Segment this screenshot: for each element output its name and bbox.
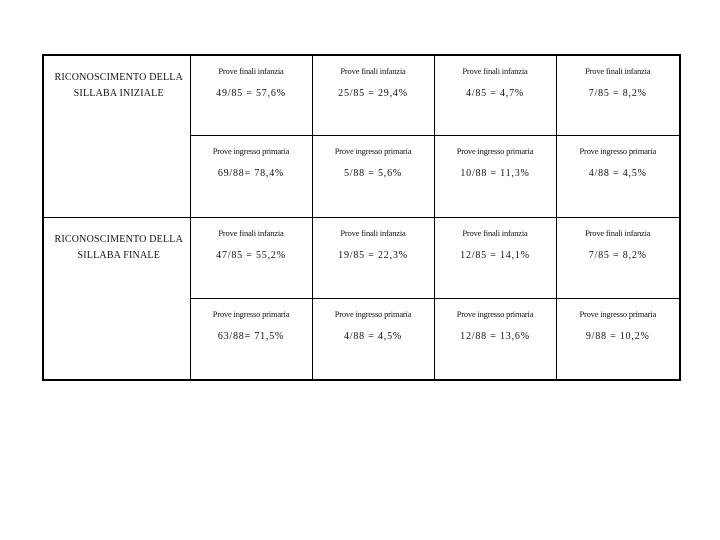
result-cell [312, 135, 434, 217]
result-cell [190, 135, 312, 217]
table-row [43, 217, 680, 298]
row-label-line: SILLABA FINALE [77, 249, 161, 261]
row-label-sillaba-iniziale [43, 55, 190, 217]
result-cell [556, 298, 680, 380]
test-title: Prove ingresso primaria [212, 308, 290, 319]
row-label-line: RICONOSCIMENTO DELLA [54, 72, 184, 83]
test-title: Prove finali infanzia [462, 227, 528, 238]
test-value: 12/85 = 14,1% [460, 249, 530, 261]
test-value: 69/88= 78,4% [217, 167, 285, 179]
result-cell [190, 217, 312, 298]
test-value: 4/88 = 4,5% [343, 330, 403, 342]
test-value: 5/88 = 5,6% [343, 167, 403, 179]
test-title: Prove ingresso primaria [334, 308, 412, 319]
test-title: Prove ingresso primaria [579, 145, 657, 156]
test-value: 49/85 = 57,6% [216, 88, 286, 99]
test-value: 12/88 = 13,6% [460, 330, 530, 342]
row-label-line: RICONOSCIMENTO DELLA [54, 233, 184, 245]
test-title: Prove finali infanzia [462, 66, 528, 76]
test-title: Prove ingresso primaria [579, 308, 657, 319]
test-value: 47/85 = 55,2% [216, 249, 286, 261]
test-value: 25/85 = 29,4% [338, 88, 408, 99]
test-value: 63/88= 71,5% [217, 330, 285, 342]
test-title: Prove ingresso primaria [212, 145, 290, 156]
result-cell [434, 217, 556, 298]
test-title: Prove ingresso primaria [456, 308, 534, 319]
result-cell [312, 298, 434, 380]
result-cell [312, 55, 434, 135]
result-cell [556, 55, 680, 135]
test-title: Prove finali infanzia [585, 227, 651, 238]
test-value: 4/88 = 4,5% [588, 167, 647, 179]
test-title: Prove ingresso primaria [456, 145, 534, 156]
table-row [43, 55, 680, 135]
result-cell [190, 298, 312, 380]
result-cell [190, 55, 312, 135]
test-title: Prove ingresso primaria [334, 145, 412, 156]
result-cell [312, 217, 434, 298]
test-value: 19/85 = 22,3% [338, 249, 408, 261]
result-cell [434, 298, 556, 380]
test-title: Prove finali infanzia [218, 66, 284, 76]
results-table [42, 54, 681, 381]
row-label-line: SILLABA INIZIALE [73, 88, 164, 99]
test-title: Prove finali infanzia [585, 66, 651, 76]
test-title: Prove finali infanzia [218, 227, 284, 238]
test-title: Prove finali infanzia [340, 66, 406, 76]
test-value: 4/85 = 4,7% [465, 88, 525, 99]
test-value: 10/88 = 11,3% [460, 167, 530, 179]
result-cell [556, 135, 680, 217]
row-label-sillaba-finale [43, 217, 190, 380]
result-cell [556, 217, 680, 298]
result-cell [434, 135, 556, 217]
test-value: 7/85 = 8,2% [588, 88, 647, 99]
test-value: 9/88 = 10,2% [585, 330, 650, 342]
test-value: 7/85 = 8,2% [588, 249, 647, 261]
result-cell [434, 55, 556, 135]
test-title: Prove finali infanzia [340, 227, 406, 238]
